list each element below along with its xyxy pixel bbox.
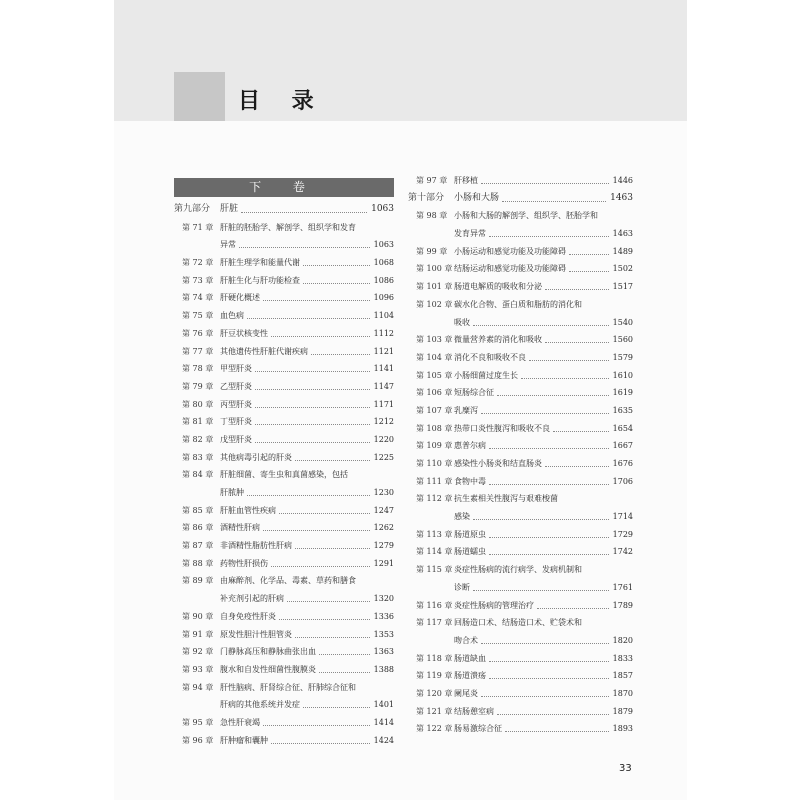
toc-entry (408, 384, 633, 402)
toc-entry (174, 555, 394, 573)
title-accent-box (174, 72, 225, 121)
toc-entry (174, 307, 394, 325)
chapter-title: 感染性小肠炎和结直肠炎 (454, 459, 542, 468)
chapter-title: 补充剂引起的肝病 (220, 594, 284, 604)
toc-entry (408, 579, 633, 597)
page-ref: 1654 (612, 423, 633, 433)
chapter-title: 肝脏的胚胎学、解剖学、组织学和发育 (220, 222, 356, 232)
chapter-title: 结肠运动和感觉功能及功能障碍 (454, 264, 566, 274)
toc-entry (174, 502, 394, 520)
chapter-label: 第 118 章 (416, 653, 453, 663)
toc-entry (174, 236, 394, 254)
toc-entry (174, 732, 394, 750)
dot-leader (489, 554, 609, 555)
chapter-label: 第 91 章 (182, 629, 214, 639)
chapter-label: 第 117 章 (416, 618, 453, 628)
toc-entry (408, 207, 633, 225)
chapter-label: 第 113 章 (416, 529, 453, 539)
chapter-label: 第 112 章 (416, 494, 453, 504)
toc-entry (408, 526, 633, 544)
toc-entry (174, 413, 394, 431)
chapter-title: 门静脉高压和静脉曲张出血 (220, 647, 316, 657)
chapter-label: 第 105 章 (416, 370, 453, 380)
toc-entry (174, 219, 394, 237)
chapter-title: 感染 (454, 512, 470, 522)
chapter-title: 小肠和大肠的解剖学、组织学、胚胎学和 (454, 211, 598, 221)
chapter-title: 乳糜泻 (454, 405, 478, 415)
toc-entry (408, 561, 633, 579)
toc-entry (408, 420, 633, 438)
chapter-title: 小肠和大肠 (454, 192, 500, 203)
toc-entry (174, 449, 394, 467)
chapter-title: 甲型肝炎 (220, 364, 252, 374)
chapter-label: 第 102 章 (416, 299, 453, 309)
chapter-label: 第 87 章 (182, 541, 214, 551)
toc-entry (408, 614, 633, 632)
chapter-title: 炎症性肠病的流行病学、发病机制和 (454, 565, 582, 575)
dot-leader (481, 183, 609, 184)
page-ref: 1096 (373, 293, 394, 303)
chapter-label: 第九部分 (174, 204, 211, 214)
page-ref: 1517 (612, 282, 633, 292)
toc-entry (408, 296, 633, 314)
dot-leader (303, 265, 370, 266)
chapter-title: 药物性肝损伤 (220, 558, 268, 568)
chapter-label: 第 89 章 (182, 576, 214, 586)
dot-leader (311, 354, 370, 355)
chapter-title: 碳水化合物、蛋白质和脂肪的消化和 (454, 299, 582, 309)
page-ref: 1068 (373, 258, 394, 268)
chapter-title: 肝脏生化与肝功能检查 (220, 275, 300, 285)
chapter-title: 自身免疫性肝炎 (220, 611, 276, 621)
toc-entry (174, 608, 394, 626)
page-ref: 1502 (612, 264, 633, 274)
page-ref: 1870 (612, 688, 633, 698)
toc-entry (174, 254, 394, 272)
chapter-title: 食物中毒 (454, 476, 486, 486)
chapter-label: 第 80 章 (182, 399, 214, 409)
chapter-label: 第 83 章 (182, 452, 214, 462)
dot-leader (247, 318, 370, 319)
toc-entry (408, 314, 633, 332)
page-ref: 1247 (373, 505, 394, 515)
chapter-label: 第 109 章 (416, 441, 453, 451)
page-title: 目 录 (238, 89, 326, 114)
toc-right-column (408, 172, 633, 738)
chapter-label: 第 104 章 (416, 352, 453, 362)
toc-entry (408, 490, 633, 508)
chapter-label: 第 74 章 (182, 293, 214, 303)
chapter-title: 抗生素相关性腹泻与艰难梭菌 (454, 494, 558, 504)
toc-entry (174, 643, 394, 661)
page-ref: 1320 (373, 594, 394, 604)
chapter-label: 第 94 章 (182, 682, 214, 692)
toc-entry (408, 650, 633, 668)
page-ref: 1424 (373, 735, 394, 745)
toc-entry (408, 667, 633, 685)
page-ref: 1789 (612, 600, 633, 610)
chapter-label: 第 73 章 (182, 275, 214, 285)
toc-entry (174, 679, 394, 697)
chapter-label: 第 101 章 (416, 282, 453, 292)
chapter-label: 第 111 章 (416, 476, 453, 486)
page-ref: 1147 (373, 381, 394, 391)
chapter-title: 发育异常 (454, 229, 486, 239)
dot-leader (247, 495, 370, 496)
dot-leader (263, 530, 370, 531)
chapter-title: 原发性胆汁性胆管炎 (220, 629, 292, 639)
page-ref: 1579 (612, 352, 633, 362)
page-ref: 1729 (612, 529, 633, 539)
dot-leader (489, 448, 609, 449)
dot-leader (553, 431, 609, 432)
chapter-label: 第 71 章 (182, 222, 214, 232)
toc-entry (408, 437, 633, 455)
chapter-title: 阑尾炎 (454, 688, 478, 698)
chapter-title: 诊断 (454, 582, 470, 592)
page-ref: 1336 (373, 611, 394, 621)
page-ref: 1112 (373, 328, 394, 338)
toc-entry (408, 331, 633, 349)
dot-leader (279, 513, 370, 514)
page-ref: 1761 (612, 582, 633, 592)
dot-leader (271, 566, 370, 567)
chapter-label: 第 115 章 (416, 565, 453, 575)
toc-entry (174, 661, 394, 679)
toc-entry (174, 396, 394, 414)
chapter-label: 第 100 章 (416, 264, 453, 274)
dot-leader (489, 661, 609, 662)
page-ref: 1463 (610, 192, 633, 203)
chapter-title: 肝脓肿 (220, 488, 244, 497)
page-ref: 1610 (612, 370, 633, 380)
chapter-title: 由麻醉剂、化学品、毒素、草药和膳食 (220, 576, 356, 586)
chapter-title: 丙型肝炎 (220, 399, 252, 409)
dot-leader (303, 707, 370, 708)
dot-leader (537, 608, 609, 609)
chapter-title: 消化不良和吸收不良 (454, 352, 526, 362)
toc-entry (174, 714, 394, 732)
toc-entry (408, 597, 633, 615)
page-ref: 1063 (373, 240, 394, 250)
page-ref: 1706 (612, 476, 633, 486)
dot-leader (255, 389, 370, 390)
page-ref: 1401 (373, 700, 394, 710)
dot-leader (287, 601, 370, 602)
chapter-label: 第 121 章 (416, 706, 453, 716)
dot-leader (497, 395, 609, 396)
dot-leader (569, 254, 609, 255)
chapter-label: 第 96 章 (182, 735, 214, 745)
page-ref: 1230 (373, 488, 394, 497)
page-number: 33 (619, 763, 632, 774)
chapter-label: 第 97 章 (416, 176, 448, 185)
toc-entry (174, 572, 394, 590)
dot-leader (473, 519, 609, 520)
chapter-title: 肠道溃疡 (454, 671, 486, 681)
chapter-title: 肝脏细菌、寄生虫和真菌感染，包括 (220, 470, 348, 480)
chapter-label: 第 77 章 (182, 346, 214, 356)
book-page (114, 0, 687, 800)
page-ref: 1879 (612, 706, 633, 716)
chapter-label: 第 108 章 (416, 423, 453, 433)
chapter-label: 第 86 章 (182, 523, 214, 533)
page-ref: 1104 (373, 311, 394, 321)
toc-entry (174, 696, 394, 714)
chapter-label: 第 82 章 (182, 434, 214, 444)
chapter-title: 非酒精性脂肪性肝病 (220, 541, 292, 551)
page-ref: 1560 (612, 335, 633, 345)
dot-leader (545, 342, 609, 343)
page-ref: 1086 (373, 275, 394, 285)
page-ref: 1742 (612, 547, 633, 557)
page-ref: 1619 (612, 388, 633, 398)
chapter-label: 第 85 章 (182, 505, 214, 515)
toc-entry (408, 685, 633, 703)
toc-entry (174, 626, 394, 644)
page-ref: 1212 (373, 417, 394, 427)
dot-leader (241, 212, 367, 213)
page-ref: 1141 (373, 364, 394, 374)
chapter-title: 肝脏生理学和能量代谢 (220, 258, 300, 268)
page-ref: 1291 (373, 558, 394, 568)
page-ref: 1463 (612, 229, 633, 239)
page-ref: 1225 (373, 452, 394, 462)
dot-leader (489, 484, 609, 485)
chapter-title: 吻合术 (454, 635, 478, 645)
page-ref: 1489 (612, 246, 633, 256)
chapter-label: 第 72 章 (182, 258, 214, 268)
dot-leader (255, 371, 370, 372)
dot-leader (319, 654, 370, 655)
toc-entry (174, 378, 394, 396)
toc-entry (408, 260, 633, 278)
toc-entry (408, 473, 633, 491)
dot-leader (303, 283, 370, 284)
dot-leader (319, 672, 370, 673)
chapter-title: 乙型肝炎 (220, 381, 252, 391)
toc-entry (174, 431, 394, 449)
dot-leader (481, 643, 609, 644)
chapter-label: 第 106 章 (416, 388, 453, 398)
dot-leader (255, 424, 370, 425)
chapter-title: 血色病 (220, 311, 244, 321)
dot-leader (271, 336, 370, 337)
chapter-title: 小肠细菌过度生长 (454, 370, 518, 380)
chapter-title: 肝移植 (454, 176, 478, 185)
dot-leader (489, 678, 609, 679)
dot-leader (279, 619, 370, 620)
dot-leader (295, 460, 370, 461)
dot-leader (255, 407, 370, 408)
dot-leader (239, 247, 370, 248)
chapter-label: 第 110 章 (416, 459, 453, 468)
page-ref: 1676 (612, 459, 633, 468)
toc-entry (174, 590, 394, 608)
dot-leader (545, 466, 609, 467)
dot-leader (295, 637, 370, 638)
chapter-label: 第 119 章 (416, 671, 453, 681)
page-ref: 1714 (612, 512, 633, 522)
chapter-label: 第 107 章 (416, 405, 453, 415)
chapter-label: 第 98 章 (416, 211, 448, 221)
dot-leader (255, 442, 370, 443)
toc-entry (174, 343, 394, 361)
chapter-label: 第 99 章 (416, 246, 448, 256)
toc-entry (408, 349, 633, 367)
toc-part-entry (408, 190, 633, 208)
chapter-label: 第 95 章 (182, 717, 214, 727)
page-ref: 1363 (373, 647, 394, 657)
toc-entry (174, 484, 394, 502)
dot-leader (473, 590, 609, 591)
chapter-title: 回肠造口术、结肠造口术、贮袋术和 (454, 618, 582, 628)
dot-leader (263, 725, 370, 726)
chapter-label: 第 88 章 (182, 558, 214, 568)
chapter-label: 第 103 章 (416, 335, 453, 345)
chapter-title: 结肠憩室病 (454, 706, 494, 716)
chapter-title: 肝硬化概述 (220, 293, 260, 303)
chapter-label: 第 114 章 (416, 547, 453, 557)
toc-left-column (174, 178, 394, 749)
chapter-label: 第 81 章 (182, 417, 214, 427)
chapter-label: 第 92 章 (182, 647, 214, 657)
chapter-title: 肝性脑病、肝肾综合征、肝肺综合征和 (220, 682, 356, 692)
page-ref: 1353 (373, 629, 394, 639)
dot-leader (502, 201, 606, 202)
page-ref: 1540 (612, 317, 633, 327)
chapter-title: 腹水和自发性细菌性腹膜炎 (220, 664, 316, 674)
toc-entry (174, 360, 394, 378)
toc-entry (408, 172, 633, 190)
page-ref: 1857 (612, 671, 633, 681)
chapter-title: 戊型肝炎 (220, 434, 252, 444)
chapter-label: 第十部分 (408, 192, 445, 203)
chapter-label: 第 75 章 (182, 311, 214, 321)
dot-leader (545, 289, 609, 290)
toc-entry (408, 508, 633, 526)
chapter-title: 肠道电解质的吸收和分泌 (454, 282, 542, 292)
page-ref: 1121 (373, 346, 394, 356)
toc-entry (408, 243, 633, 261)
toc-entry (408, 543, 633, 561)
chapter-title: 异常 (220, 240, 236, 250)
chapter-title: 肝豆状核变性 (220, 328, 268, 338)
page-ref: 1893 (612, 724, 633, 734)
toc-entry (408, 225, 633, 243)
dot-leader (481, 696, 609, 697)
toc-entry (408, 632, 633, 650)
page-ref: 1667 (612, 441, 633, 451)
dot-leader (497, 714, 609, 715)
chapter-title: 肝病的其他系统并发症 (220, 700, 300, 710)
dot-leader (481, 413, 609, 414)
toc-entry (408, 367, 633, 385)
toc-entry (408, 720, 633, 738)
toc-entry (408, 278, 633, 296)
chapter-label: 第 122 章 (416, 724, 453, 734)
chapter-title: 肝脏 (220, 204, 239, 214)
page-ref: 1220 (373, 434, 394, 444)
chapter-title: 肠易激综合征 (454, 724, 502, 734)
toc-entry (174, 272, 394, 290)
page-ref: 1063 (371, 204, 394, 214)
page-ref: 1279 (373, 541, 394, 551)
dot-leader (529, 360, 609, 361)
toc-entry (408, 703, 633, 721)
dot-leader (489, 537, 609, 538)
dot-leader (473, 325, 609, 326)
chapter-title: 丁型肝炎 (220, 417, 252, 427)
chapter-label: 第 84 章 (182, 470, 214, 480)
chapter-title: 肠道蠕虫 (454, 547, 486, 557)
chapter-title: 肠道缺血 (454, 653, 486, 663)
chapter-title: 炎症性肠病的管理治疗 (454, 600, 534, 610)
page-ref: 1635 (612, 405, 633, 415)
toc-entry (174, 519, 394, 537)
chapter-title: 其他病毒引起的肝炎 (220, 452, 292, 462)
chapter-title: 肠道原虫 (454, 529, 486, 539)
chapter-label: 第 78 章 (182, 364, 214, 374)
toc-entry (408, 455, 633, 473)
page-ref: 1446 (612, 176, 633, 185)
chapter-label: 第 79 章 (182, 381, 214, 391)
chapter-title: 吸收 (454, 317, 470, 327)
chapter-label: 第 76 章 (182, 328, 214, 338)
toc-entry (408, 402, 633, 420)
chapter-title: 酒精性肝病 (220, 523, 260, 533)
page-ref: 1833 (612, 653, 633, 663)
dot-leader (521, 378, 609, 379)
chapter-title: 微量营养素的消化和吸收 (454, 335, 542, 345)
dot-leader (263, 300, 370, 301)
toc-entry (174, 325, 394, 343)
chapter-title: 急性肝衰竭 (220, 717, 260, 727)
dot-leader (489, 236, 609, 237)
dot-leader (295, 548, 370, 549)
page-ref: 1414 (373, 717, 394, 727)
toc-entry (174, 289, 394, 307)
page-ref: 1388 (373, 664, 394, 674)
page-ref: 1171 (373, 399, 394, 409)
dot-leader (271, 743, 370, 744)
chapter-label: 第 93 章 (182, 664, 214, 674)
dot-leader (569, 271, 609, 272)
chapter-title: 肝脏血管性疾病 (220, 505, 276, 515)
chapter-title: 肝肿瘤和囊肿 (220, 735, 268, 745)
chapter-title: 热带口炎性腹泻和吸收不良 (454, 423, 550, 433)
chapter-title: 惠普尔病 (454, 441, 486, 451)
chapter-label: 第 120 章 (416, 688, 453, 698)
volume-header: 下 卷 (174, 178, 394, 197)
page-ref: 1820 (612, 635, 633, 645)
dot-leader (505, 731, 609, 732)
chapter-label: 第 90 章 (182, 611, 214, 621)
page-ref: 1262 (373, 523, 394, 533)
chapter-title: 其他遗传性肝脏代谢疾病 (220, 346, 308, 356)
chapter-title: 小肠运动和感觉功能及功能障碍 (454, 246, 566, 256)
toc-entry (174, 537, 394, 555)
chapter-label: 第 116 章 (416, 600, 453, 610)
toc-entry (174, 466, 394, 484)
chapter-title: 短肠综合征 (454, 388, 494, 398)
toc-part-entry (174, 201, 394, 219)
